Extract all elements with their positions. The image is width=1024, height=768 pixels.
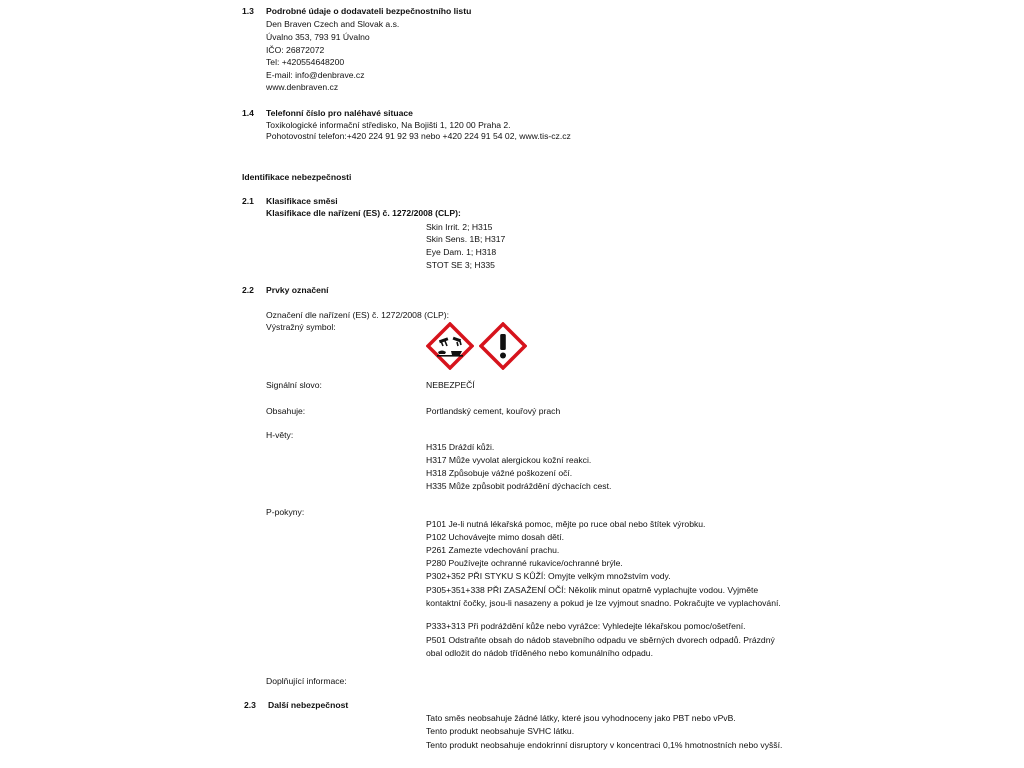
- section-2-3-title: Další nebezpečnost: [268, 700, 349, 710]
- signal-word-value: NEBEZPEČÍ: [426, 380, 475, 390]
- hazard-symbol-label: Výstražný symbol:: [266, 322, 336, 332]
- section-1-3-number: 1.3: [242, 6, 254, 16]
- p-statement: P305+351+338 PŘI ZASAŽENÍ OČÍ: Několik minut opatrně vyplachujte vodou. Vyjměte kontaktní čočky, jsou-li nasazeny a pokud je lze vyjmout snadno. Pokračujte ve vyplachování.: [426, 585, 781, 608]
- classification-item: Eye Dam. 1; H318: [426, 247, 497, 257]
- classification-item: Skin Sens. 1B; H317: [426, 234, 506, 244]
- section-1-4-number: 1.4: [242, 108, 254, 118]
- classification-item: Skin Irrit. 2; H315: [426, 222, 493, 232]
- exclamation-pictogram-icon: [479, 322, 527, 370]
- section-1-3-title: Podrobné údaje o dodavateli bezpečnostního listu: [266, 6, 472, 16]
- supplier-address: Úvalno 353, 793 91 Úvalno: [266, 32, 370, 42]
- classification-item: STOT SE 3; H335: [426, 260, 495, 270]
- p-statement: P101 Je-li nutná lékařská pomoc, mějte po ruce obal nebo štítek výrobku.: [426, 519, 706, 529]
- p-statement: P261 Zamezte vdechování prachu.: [426, 545, 560, 555]
- signal-word-label: Signální slovo:: [266, 380, 322, 390]
- p-statement: P302+352 PŘI STYKU S KŮŽÍ: Omyjte velkým množstvím vody.: [426, 571, 671, 581]
- h-statements-label: H-věty:: [266, 430, 294, 440]
- classification-subtitle: Klasifikace dle nařízení (ES) č. 1272/2008 (CLP):: [266, 208, 461, 218]
- h-statement: H317 Může vyvolat alergickou kožní reakci.: [426, 455, 592, 465]
- other-hazard-item: Tato směs neobsahuje žádné látky, které jsou vyhodnoceny jako PBT nebo vPvB.: [426, 713, 736, 723]
- section-2-3-number: 2.3: [244, 700, 256, 710]
- emergency-phone: Pohotovostní telefon:+420 224 91 92 93 nebo +420 224 91 54 02, www.tis-cz.cz: [266, 131, 571, 141]
- section-2-2-number: 2.2: [242, 285, 254, 295]
- p-statement: P102 Uchovávejte mimo dosah dětí.: [426, 532, 565, 542]
- supplier-name: Den Braven Czech and Slovak a.s.: [266, 19, 400, 29]
- other-hazard-item: Tento produkt neobsahuje endokrinní disruptory v koncentraci 0,1% hmotnostních nebo vyšší.: [426, 740, 783, 750]
- p-statement: P280 Používejte ochranné rukavice/ochranné brýle.: [426, 558, 623, 568]
- p-statement: P501 Odstraňte obsah do nádob stavebního odpadu ve sběrných dvorech odpadů. Prázdný obal odložit do nádob tříděného nebo komunálního odpadu.: [426, 635, 775, 658]
- corrosion-pictogram-icon: [426, 322, 474, 370]
- labeling-regulation-line: Označení dle nařízení (ES) č. 1272/2008 (CLP):: [266, 310, 449, 320]
- section-2-heading: Identifikace nebezpečnosti: [242, 172, 352, 182]
- extra-info-label: Doplňující informace:: [266, 676, 347, 686]
- section-2-2-title: Prvky označení: [266, 285, 329, 295]
- h-statement: H335 Může způsobit podráždění dýchacích cest.: [426, 481, 612, 491]
- p-statement: P333+313 Při podráždění kůže nebo vyrážce: Vyhledejte lékařskou pomoc/ošetření.: [426, 621, 746, 631]
- section-2-1-number: 2.1: [242, 196, 254, 206]
- contains-label: Obsahuje:: [266, 406, 306, 416]
- h-statement: H315 Dráždí kůži.: [426, 442, 495, 452]
- supplier-ico: IČO: 26872072: [266, 45, 325, 55]
- other-hazard-item: Tento produkt neobsahuje SVHC látku.: [426, 726, 575, 736]
- h-statement: H318 Způsobuje vážné poškození očí.: [426, 468, 573, 478]
- contains-value: Portlandský cement, kouřový prach: [426, 406, 561, 416]
- toxicology-center: Toxikologické informační středisko, Na Bojišti 1, 120 00 Praha 2.: [266, 120, 511, 130]
- supplier-email[interactable]: E-mail: info@denbrave.cz: [266, 70, 365, 80]
- section-2-1-title: Klasifikace směsi: [266, 196, 338, 206]
- supplier-phone: Tel: +420554648200: [266, 57, 345, 67]
- supplier-website[interactable]: www.denbraven.cz: [266, 82, 339, 92]
- p-statements-label: P-pokyny:: [266, 507, 305, 517]
- section-1-4-title: Telefonní číslo pro naléhavé situace: [266, 108, 413, 118]
